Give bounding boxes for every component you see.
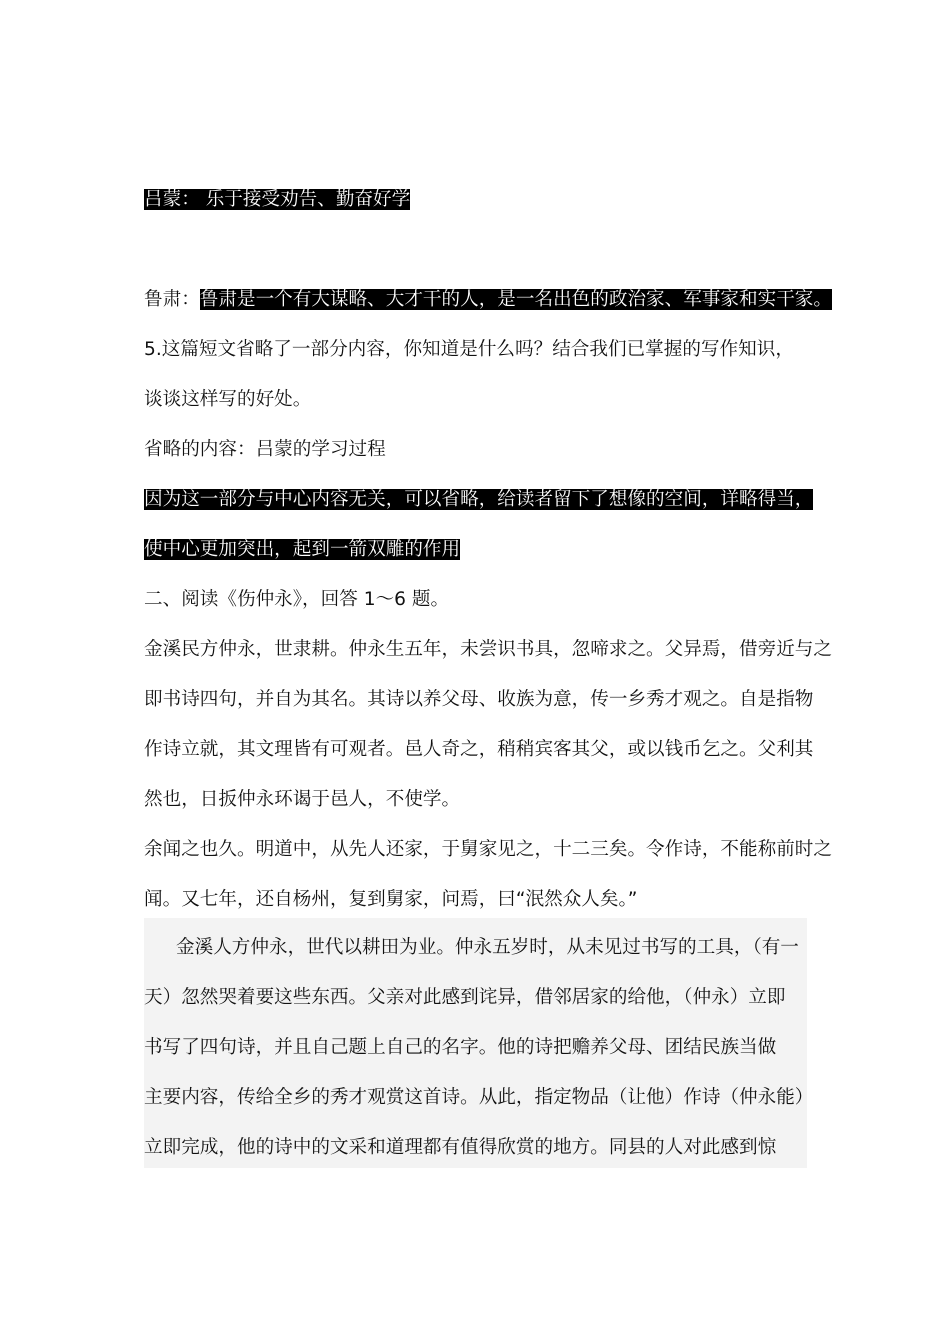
classical-text-line: 作诗立就，其文理皆有可观者。邑人奇之，稍稍宾客其父，或以钱币乞之。父利其: [144, 739, 814, 760]
translation-line: 天）忽然哭着要这些东西。父亲对此感到诧异，借邻居家的给他，（仲永）立即: [144, 987, 786, 1008]
translation-line: 主要内容，传给全乡的秀才观赏这首诗。从此，指定物品（让他）作诗（仲永能）: [144, 1087, 814, 1108]
question-5-line-1: 5.这篇短文省略了一部分内容，你知道是什么吗？结合我们已掌握的写作知识，: [144, 339, 794, 360]
question-5-line-2: 谈谈这样写的好处。: [144, 389, 312, 410]
answer-lusu: [144, 287, 832, 313]
omitted-content-answer: 省略的内容：吕蒙的学习过程: [144, 439, 386, 460]
benefit-answer-line-1: [144, 487, 813, 513]
section-heading: 二、阅读《伤仲永》，回答 1～6 题。: [144, 589, 450, 610]
benefit-answer-highlight-2: 使中心更加突出，起到一箭双雕的作用: [144, 539, 461, 560]
answer-lumeng: [144, 187, 410, 213]
translation-line: 立即完成，他的诗中的文采和道理都有值得欣赏的地方。同县的人对此感到惊: [144, 1137, 777, 1158]
classical-text-line: 金溪民方仲永，世隶耕。仲永生五年，未尝识书具，忽啼求之。父异焉，借旁近与之: [144, 639, 832, 660]
answer-lusu-highlight: 鲁肃是一个有大谋略、大才干的人，是一名出色的政治家、军事家和实干家。: [199, 289, 832, 310]
answer-lumeng-highlight: 吕蒙： 乐于接受劝告、勤奋好学: [144, 189, 411, 210]
benefit-answer-line-2: [144, 537, 460, 563]
classical-text-line: 闻。又七年，还自杨州，复到舅家，问焉，曰“泯然众人矣。”: [144, 889, 638, 910]
translation-line: 书写了四句诗，并且自己题上自己的名字。他的诗把赡养父母、团结民族当做: [144, 1037, 777, 1058]
translation-line: 金溪人方仲永，世代以耕田为业。仲永五岁时，从未见过书写的工具，（有一: [176, 937, 799, 958]
answer-lusu-label: 鲁肃：: [144, 289, 200, 310]
classical-text-line: 然也，日扳仲永环谒于邑人，不使学。: [144, 789, 461, 810]
benefit-answer-highlight-1: 因为这一部分与中心内容无关，可以省略，给读者留下了想像的空间，详略得当，: [144, 489, 814, 510]
classical-text-line: 即书诗四句，并自为其名。其诗以养父母、收族为意，传一乡秀才观之。自是指物: [144, 689, 814, 710]
classical-text-line: 余闻之也久。明道中，从先人还家，于舅家见之，十二三矣。令作诗，不能称前时之: [144, 839, 832, 860]
